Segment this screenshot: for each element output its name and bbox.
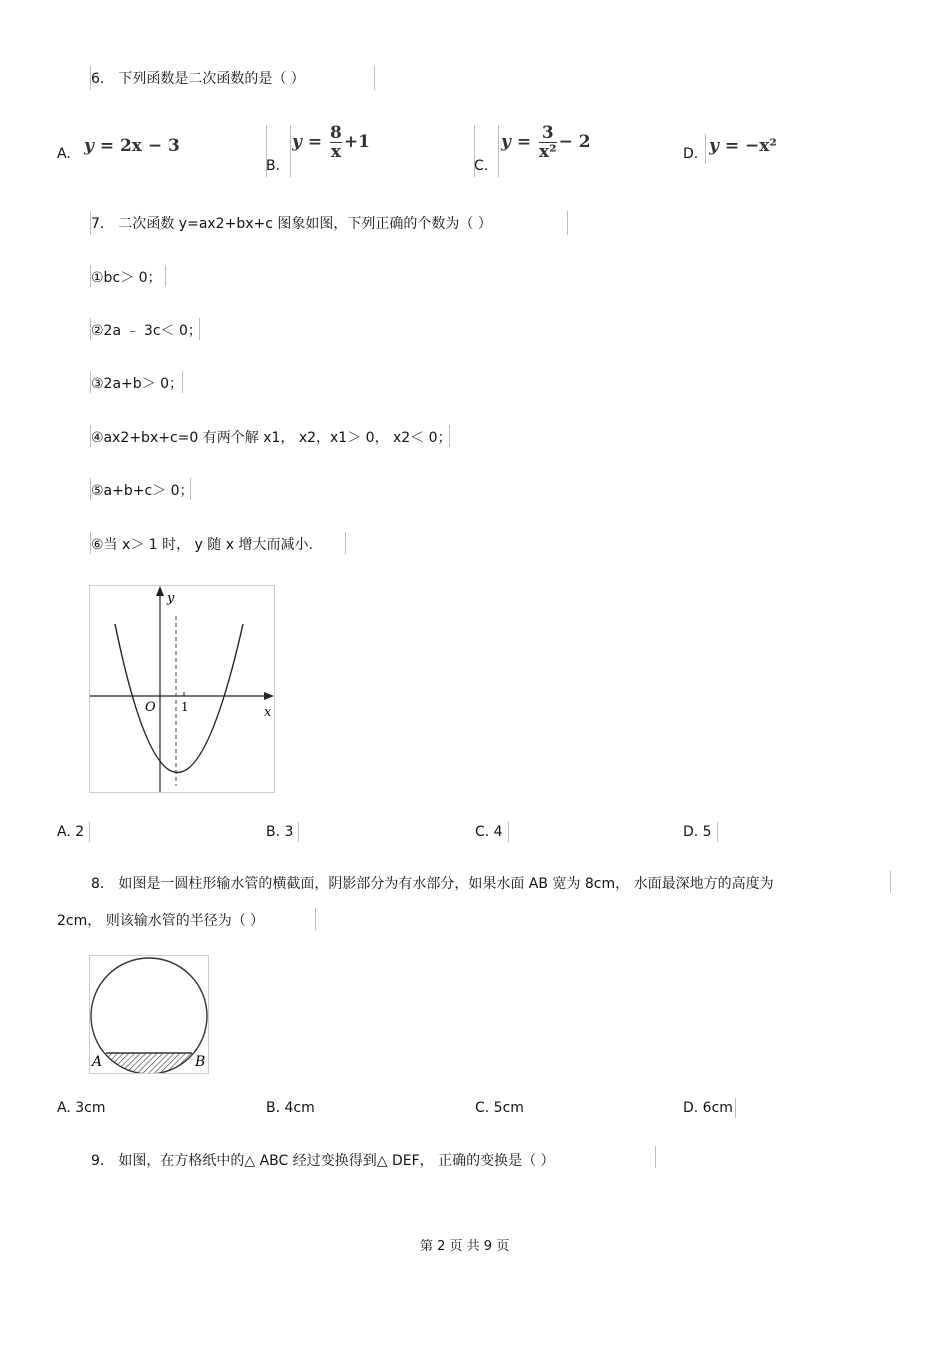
parabola-curve [115, 624, 243, 773]
text-divider [298, 822, 299, 842]
q7-statement-2: ②2a ﹣ 3c＜ 0； [91, 323, 202, 339]
text-divider [165, 265, 166, 287]
text-divider [89, 822, 90, 842]
q7-statement-3: ③2a+b＞ 0； [91, 376, 184, 392]
pipe-cross-section [90, 956, 208, 1073]
text-divider [90, 532, 91, 554]
x-axis-arrow-icon [264, 692, 274, 700]
x-axis-label: x [264, 705, 272, 720]
pipe-figure [89, 955, 209, 1074]
y-axis-arrow-icon [156, 586, 164, 596]
q6-option-a-formula: y = 2x − 3 [84, 136, 180, 156]
text-divider [345, 532, 346, 554]
text-divider [655, 1146, 656, 1168]
text-divider [190, 478, 191, 500]
text-divider [290, 125, 291, 177]
q9-stem: 9． 如图，在方格纸中的△ ABC 经过变换得到△ DEF， 正确的变换是（ ） [91, 1153, 555, 1169]
text-divider [90, 371, 91, 393]
text-divider [182, 371, 183, 393]
q7-statement-4: ④ax2+bx+c=0 有两个解 x1， x2，x1＞ 0， x2＜ 0； [91, 430, 452, 446]
page-footer: 第 2 页 共 9 页 [420, 1239, 510, 1254]
q7-statement-1: ①bc＞ 0； [91, 270, 162, 286]
q6-option-c-formula: y = $\frac{3}{\text{x²}}$ − 2 [501, 123, 591, 162]
parabola-graph [90, 586, 274, 792]
q7-option-b: B. 3 [266, 824, 294, 840]
q8-stem-line2: 2cm， 则该输水管的半径为（ ） [57, 913, 265, 929]
text-divider [567, 211, 568, 235]
text-divider [374, 66, 375, 90]
q7-statement-5: ⑤a+b+c＞ 0； [91, 483, 194, 499]
q6-option-b-label: B. [266, 158, 281, 174]
q8-option-c: C. 5cm [475, 1100, 524, 1116]
q8-option-a: A. 3cm [57, 1100, 106, 1116]
y-axis-label: y [167, 591, 175, 606]
text-divider [498, 125, 499, 177]
text-divider [90, 478, 91, 500]
text-divider [717, 822, 718, 842]
q6-option-c-label: C. [474, 158, 489, 174]
q6-option-b-formula: y = $\frac{8}{x}$ +1 [292, 123, 370, 162]
q7-stem: 7． 二次函数 y=ax2+bx+c 图象如图，下列正确的个数为（ ） [91, 216, 492, 232]
q8-stem-line1: 8． 如图是一圆柱形输水管的横截面，阴影部分为有水部分，如果水面 AB 宽为 8cm， 水面最深地方的高度为 [91, 876, 774, 892]
q8-option-b: B. 4cm [266, 1100, 315, 1116]
text-divider [199, 318, 200, 340]
text-divider [315, 908, 316, 930]
point-b-label: B [195, 1054, 206, 1070]
text-divider [90, 66, 91, 90]
text-divider [449, 425, 450, 447]
point-a-label: A [92, 1054, 103, 1070]
q7-statement-6: ⑥当 x＞ 1 时， y 随 x 增大而减小. [91, 537, 313, 553]
parabola-figure [89, 585, 275, 793]
text-divider [735, 1098, 736, 1118]
q6-option-d-formula: y = −x² [709, 136, 777, 156]
q8-option-d: D. 6cm [683, 1100, 733, 1116]
q6-stem: 6． 下列函数是二次函数的是（ ） [91, 71, 305, 87]
text-divider [705, 134, 706, 164]
text-divider [890, 871, 891, 893]
q7-option-d: D. 5 [683, 824, 712, 840]
text-divider [90, 265, 91, 287]
q6-option-d-label: D. [683, 146, 699, 162]
text-divider [90, 211, 91, 235]
origin-label: O [145, 700, 156, 715]
text-divider [90, 318, 91, 340]
tick-label-1: 1 [181, 700, 189, 714]
q7-option-a: A. 2 [57, 824, 85, 840]
text-divider [90, 425, 91, 447]
text-divider [508, 822, 509, 842]
q7-option-c: C. 4 [475, 824, 503, 840]
q6-option-a-label: A. [57, 146, 71, 162]
